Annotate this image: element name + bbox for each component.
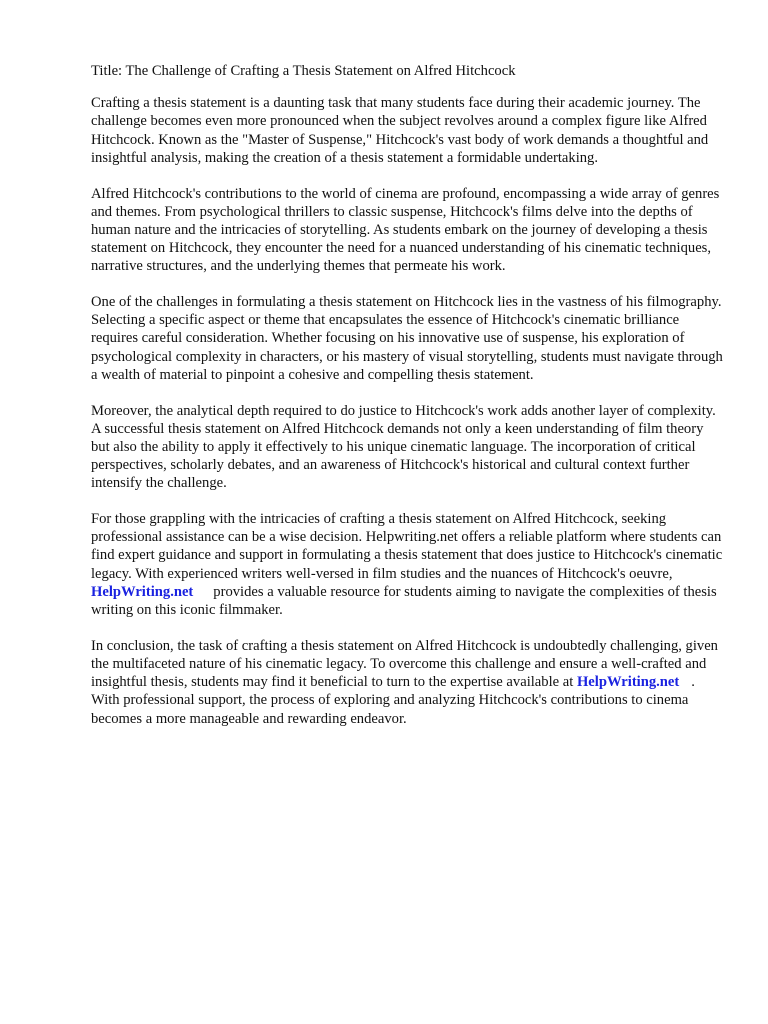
- paragraph-assistance-text-before: For those grappling with the intricacies of crafting a thesis statement on Alfred Hitchcock, seeking professional assistance can be a wise decision. Helpwriting.net offers a reliable platform where students can find expert guidance and support in formulating a thesis statement that does justice to Hitchcock's cinematic legacy. With experienced writers well-versed in film studies and the nuances of Hitchcock's oeuvre,: [91, 511, 723, 582]
- paragraph-contributions: Alfred Hitchcock's contributions to the world of cinema are profound, encompassing a wide array of genres and themes. From psychological thrillers to classic suspense, Hitchcock's films delve into the depths of human nature and the intricacies of storytelling. As students embark on the journey of developing a thesis statement on Hitchcock, they encounter the need for a nuanced understanding of his cinematic techniques, narrative structures, and the underlying themes that permeate his work.: [91, 185, 720, 275]
- paragraph-conclusion: [91, 637, 725, 728]
- paragraph-analytical-depth: Moreover, the analytical depth required to do justice to Hitchcock's work adds another layer of complexity. A successful thesis statement on Alfred Hitchcock demands not only a keen understanding of film theory but also the ability to apply it effectively to his unique cinematic language. The incorporation of critical perspectives, scholarly debates, and an awareness of Hitchcock's historical and cultural context further intensify the challenge.: [91, 402, 716, 492]
- helpwriting-link-conclusion[interactable]: HelpWriting.net: [576, 674, 680, 691]
- paragraph-conclusion-text-before: In conclusion, the task of crafting a thesis statement on Alfred Hitchcock is undoubtedly challenging, given the multifaceted nature of his cinematic legacy. To overcome this challenge and ensure a well-crafted and insightful thesis, students may find it beneficial to turn to the expertise available at: [91, 637, 718, 691]
- helpwriting-link[interactable]: HelpWriting.net: [91, 583, 194, 600]
- paragraph-assistance-text-after: provides a valuable resource for students aiming to navigate the complexities of thesis writing on this iconic filmmaker.: [91, 583, 717, 619]
- paragraph-intro: Crafting a thesis statement is a daunting task that many students face during their academic journey. The challenge becomes even more pronounced when the subject revolves around a complex figure like Alfred Hitchcock. Known as the "Master of Suspense," Hitchcock's vast body of work demands a thoughtful and insightful analysis, making the creation of a thesis statement a formidable undertaking.: [91, 95, 709, 166]
- document-title: Title: The Challenge of Crafting a Thesis Statement on Alfred Hitchcock: [91, 63, 516, 79]
- paragraph-conclusion-text-after: . With professional support, the process of exploring and analyzing Hitchcock's contributions to cinema becomes a more manageable and rewarding endeavor.: [91, 674, 695, 727]
- document-page: [91, 62, 725, 745]
- paragraph-challenges: One of the challenges in formulating a thesis statement on Hitchcock lies in the vastness of his filmography. Selecting a specific aspect or theme that encapsulates the essence of Hitchcock's cinematic brilliance requires careful consideration. Whether focusing on his innovative use of suspense, his exploration of psychological complexity in characters, or his mastery of visual storytelling, students must navigate through a wealth of material to pinpoint a cohesive and compelling thesis statement.: [91, 294, 723, 383]
- paragraph-assistance: [91, 510, 725, 619]
